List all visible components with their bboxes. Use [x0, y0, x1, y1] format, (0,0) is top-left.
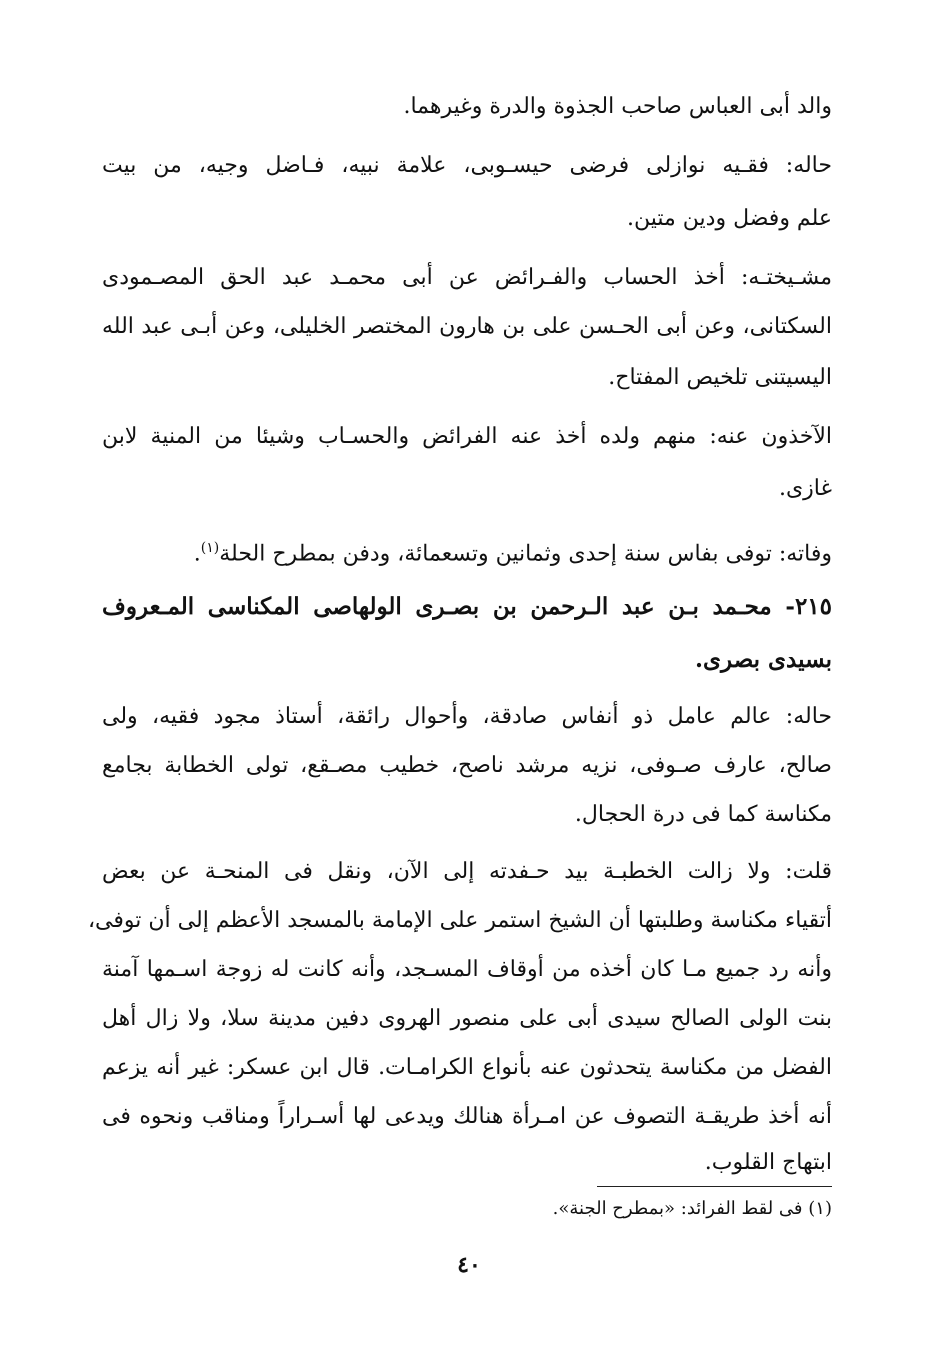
text-line: الآخذون عنه: منهم ولده أخذ عنه الفرائض والحسـاب وشيئا من المنية لابن [102, 424, 832, 449]
text-line: علم وفضل ودين متين. [626, 206, 832, 231]
death-line [102, 533, 832, 565]
entry-heading-cont: بسيدى بصرى. [695, 646, 832, 673]
text-line: مشـيختـه: أخذ الحساب والفـرائض عن أبى محمـد عبد الحق المصـمودى [102, 265, 832, 290]
entry-heading: ٢١٥- محـمد بـن عبد الـرحمن بن بصـرى الولهاصى المكناسى المـعروف [102, 593, 832, 620]
text-line: بنت الولى الصالح سيدى أبى على منصور الهروى دفين مدينة سلا، ولا زال أهل [102, 1006, 832, 1031]
period: . [193, 541, 201, 567]
text-line: السكتانى، وعن أبى الحـسن على بن هارون المختصر الخليلى، وعن أبـى عبد الله [102, 314, 832, 339]
footnote-separator [597, 1186, 832, 1187]
death-text: وفاته: توفى بفاس سنة إحدى وثمانين وتسعمائة، ودفن بمطرح الحلة [219, 541, 832, 567]
text-line: صالح، عارف صـوفى، نزيه مرشد ناصح، خطيب مصـقع، تولى الخطابة بجامع [102, 753, 832, 778]
text-line: اليسيتنى تلخيص المفتاح. [608, 365, 832, 390]
footnote: (١) فى لقط الفرائد: «بمطرح الجنة». [552, 1198, 832, 1219]
text-line: الفضل من مكناسة يتحدثون عنه بأنواع الكرامـات. قال ابن عسكر: غير أنه يزعم [102, 1055, 832, 1080]
text-line: حاله: فقـيه نوازلى فرضى حيسـوبى، علامة نبيه، فـاضل وجيه، من بيت [102, 153, 832, 178]
text-line: وأنه رد جميع مـا كان أخذه من أوقاف المسـجد، وأنه كانت له زوجة اسـمها آمنة [102, 957, 832, 982]
text-line: غازى. [778, 476, 832, 501]
text-line: قلت: ولا زالت الخطبـة بيد حـفدته إلى الآن، ونقل فى المنحـة عن بعض [102, 859, 832, 884]
footnote-ref: (١) [200, 540, 220, 556]
text-line: أتقياء مكناسة وطلبتها أن الشيخ استمر على الإمامة بالمسجد الأعظم إلى أن توفى، [87, 908, 832, 933]
text-line: مكناسة كما فى درة الحجال. [574, 802, 832, 827]
page-number: ٤٠ [457, 1252, 481, 1278]
text-line: ابتهاج القلوب. [704, 1150, 832, 1175]
text-line: أنه أخذ طريقـة التصوف عن امـرأة هنالك ويدعى لها أسـراراً ومناقب ونحوه فى [102, 1104, 832, 1129]
text-line: حاله: عالم عامل ذو أنفاس صادقة، وأحوال رائقة، أستاذ مجود فقيه، ولى [102, 704, 832, 729]
text-line: والد أبى العباس صاحب الجذوة والدرة وغيرهما. [403, 94, 832, 119]
